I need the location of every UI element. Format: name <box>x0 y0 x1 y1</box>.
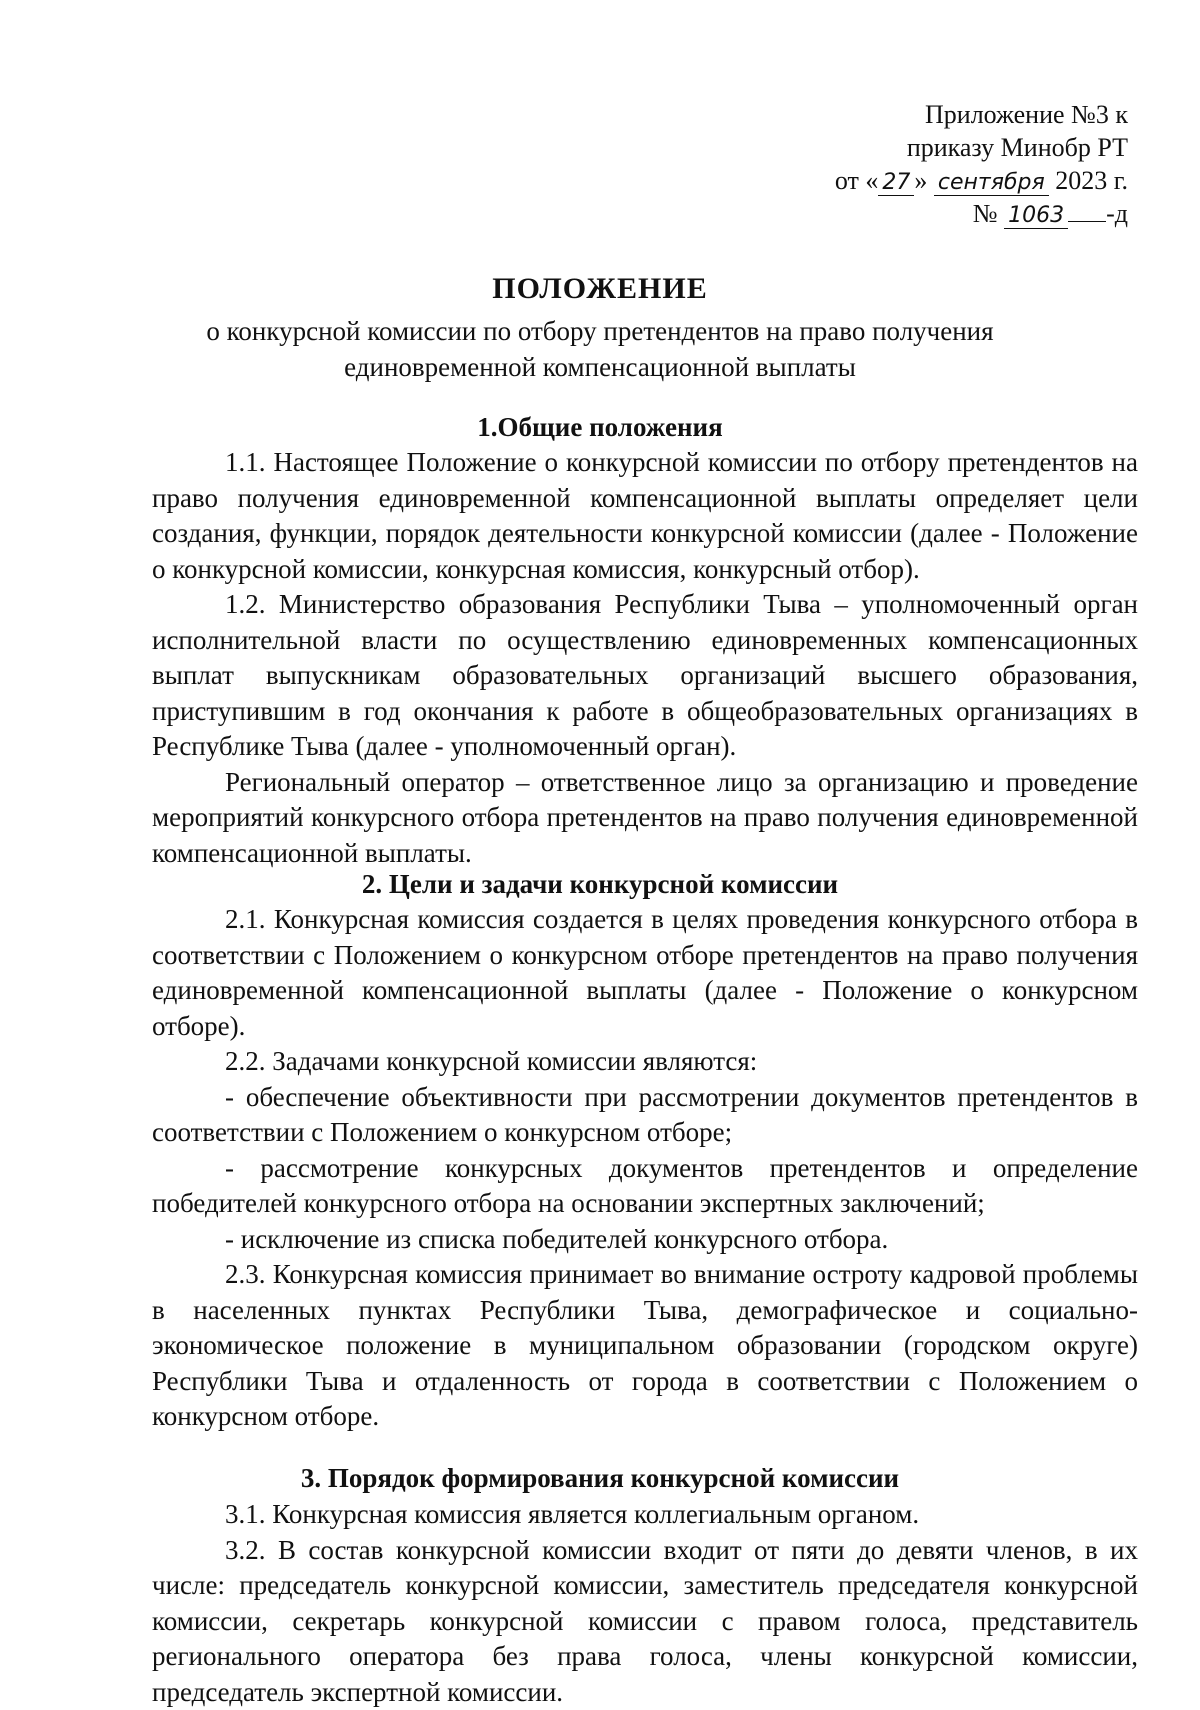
number-prefix: № <box>973 199 998 228</box>
document-title: ПОЛОЖЕНИЕ <box>0 272 1200 306</box>
date-mid: » <box>914 166 927 195</box>
number-blank <box>1068 201 1106 222</box>
appendix-line-1: Приложение №3 к <box>835 98 1128 131</box>
appendix-date-line <box>835 164 1128 197</box>
handwritten-day: 27 <box>878 171 914 196</box>
section-2-heading: 2. Цели и задачи конкурсной комиссии <box>0 869 1200 900</box>
paragraph-1-1: 1.1. Настоящее Положение о конкурсной комиссии по отбору претендентов на право получения единовременной компенсационной выплаты определяет цели создания, функции, порядок деятельности конкурсной комиссии (далее - Положение о конкурсной комиссии, конкурсная комиссия, конкурсный отбор). <box>152 445 1138 587</box>
paragraph-2-3: - обеспечение объективности при рассмотрении документов претендентов в соответствии с Положением о конкурсном отборе; <box>152 1080 1138 1151</box>
paragraph-2-1: 2.1. Конкурсная комиссия создается в целях проведения конкурсного отбора в соответствии с Положением о конкурсном отборе претендентов на право получения единовременной компенсационной выплаты (далее - Положение о конкурсном отборе). <box>152 902 1138 1044</box>
paragraph-2-2: 2.2. Задачами конкурсной комиссии являются: <box>152 1044 1138 1080</box>
document-subtitle: о конкурсной комиссии по отбору претендентов на право получения единовременной компенсационной выплаты <box>160 313 1040 385</box>
paragraph-1-3: Региональный оператор – ответственное лицо за организацию и проведение мероприятий конкурсного отбора претендентов на право получения единовременной компенсационной выплаты. <box>152 765 1138 872</box>
paragraph-2-5: - исключение из списка победителей конкурсного отбора. <box>152 1222 1138 1258</box>
paragraph-1-2: 1.2. Министерство образования Республики Тыва – уполномоченный орган исполнительной власти по осуществлению единовременных компенсационных выплат выпускникам образовательных организаций высшего образования, приступившим в год окончания к работе в общеобразовательных организациях в Республике Тыва (далее - уполномоченный орган). <box>152 587 1138 765</box>
section-3-body <box>152 1497 1138 1710</box>
section-1-body <box>152 445 1138 871</box>
handwritten-month: сентября <box>934 171 1049 196</box>
section-2-body <box>152 902 1138 1435</box>
date-prefix: от « <box>835 166 879 195</box>
handwritten-number: 1063 <box>1004 204 1068 229</box>
paragraph-3-2: 3.2. В состав конкурсной комиссии входит от пяти до девяти членов, в их числе: председатель конкурсной комиссии, заместитель председателя конкурсной комиссии, секретарь конкурсной комиссии с правом голоса, представитель регионального оператора без права голоса, члены конкурсной комиссии, председатель экспертной комиссии. <box>152 1533 1138 1710</box>
appendix-header <box>835 98 1128 230</box>
date-year: 2023 г. <box>1055 166 1128 195</box>
number-suffix: -д <box>1106 199 1128 228</box>
section-1-heading: 1.Общие положения <box>0 412 1200 443</box>
paragraph-2-4: - рассмотрение конкурсных документов претендентов и определение победителей конкурсного отбора на основании экспертных заключений; <box>152 1151 1138 1222</box>
paragraph-2-6: 2.3. Конкурсная комиссия принимает во внимание остроту кадровой проблемы в населенных пунктах Республики Тыва, демографическое и социально-экономическое положение в муниципальном образовании (городском округе) Республики Тыва и отдаленность от города в соответствии с Положением о конкурсном отборе. <box>152 1257 1138 1435</box>
section-3-heading: 3. Порядок формирования конкурсной комиссии <box>0 1463 1200 1494</box>
appendix-number-line <box>835 197 1128 230</box>
appendix-line-2: приказу Минобр РТ <box>835 131 1128 164</box>
paragraph-3-1: 3.1. Конкурсная комиссия является коллегиальным органом. <box>152 1497 1138 1533</box>
